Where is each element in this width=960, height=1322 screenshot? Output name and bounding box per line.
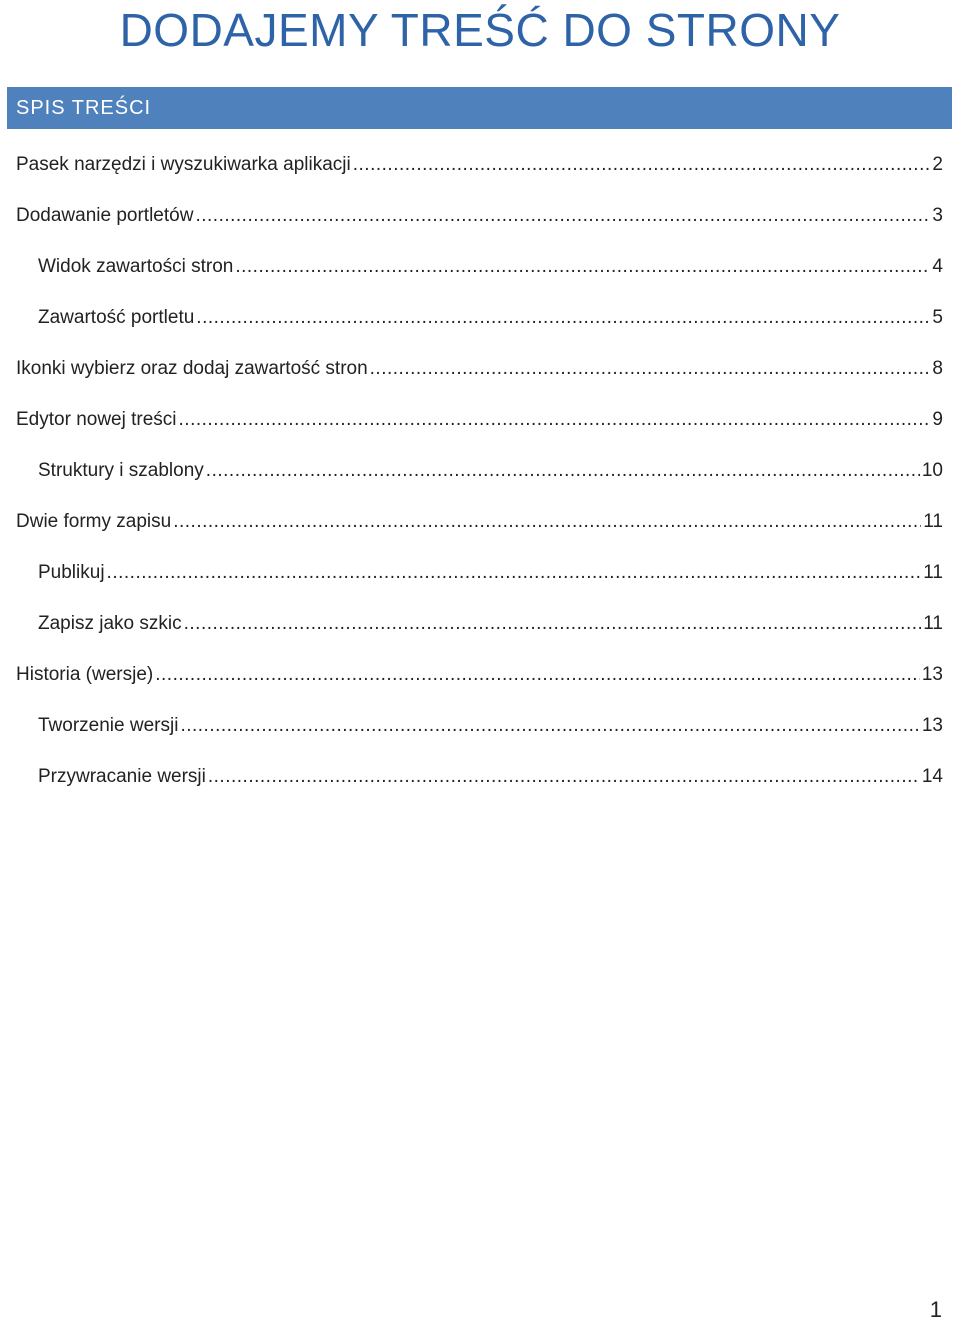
toc-page-number: 10 [921, 460, 943, 481]
toc-page-number: 4 [932, 256, 943, 277]
toc-page-number: 9 [932, 409, 943, 430]
toc-entry-title: Widok zawartości stron [38, 256, 234, 277]
toc-dot-leader [235, 252, 930, 282]
toc-heading: SPIS TREŚCI [7, 87, 952, 129]
toc-entry[interactable] [16, 609, 943, 660]
toc-entry-title: Zawartość portletu [38, 307, 195, 328]
toc-entry[interactable] [16, 405, 943, 456]
page-number: 1 [929, 1297, 942, 1322]
toc-dot-leader [155, 660, 920, 690]
table-of-contents [16, 150, 943, 813]
toc-page-number: 11 [923, 562, 943, 583]
toc-dot-leader [180, 711, 919, 741]
toc-entry-title: Dodawanie portletów [16, 205, 194, 226]
toc-entry[interactable] [16, 456, 943, 507]
toc-entry-title: Zapisz jako szkic [38, 613, 182, 634]
toc-page-number: 13 [921, 664, 943, 685]
toc-page-number: 14 [921, 766, 943, 787]
toc-entry-title: Publikuj [38, 562, 105, 583]
toc-dot-leader [353, 150, 931, 180]
toc-dot-leader [208, 762, 920, 792]
toc-dot-leader [206, 456, 920, 486]
document-title: DODAJEMY TREŚĆ DO STRONY [119, 4, 841, 56]
toc-entry[interactable] [16, 150, 943, 201]
toc-entry[interactable] [16, 252, 943, 303]
toc-entry-title: Przywracanie wersji [38, 766, 206, 787]
toc-entry[interactable] [16, 507, 943, 558]
toc-dot-leader [173, 507, 921, 537]
toc-entry-title: Ikonki wybierz oraz dodaj zawartość stron [16, 358, 368, 379]
toc-entry[interactable] [16, 762, 943, 813]
toc-page-number: 8 [932, 358, 943, 379]
toc-entry[interactable] [16, 558, 943, 609]
toc-dot-leader [370, 354, 931, 384]
toc-entry-title: Edytor nowej treści [16, 409, 177, 430]
toc-entry[interactable] [16, 354, 943, 405]
toc-page-number: 11 [923, 511, 943, 532]
toc-entry[interactable] [16, 711, 943, 762]
toc-entry-title: Struktury i szablony [38, 460, 204, 481]
toc-dot-leader [195, 201, 930, 231]
toc-page-number: 3 [932, 205, 943, 226]
toc-entry-title: Dwie formy zapisu [16, 511, 172, 532]
toc-page-number: 5 [932, 307, 943, 328]
toc-entry[interactable] [16, 201, 943, 252]
toc-entry[interactable] [16, 303, 943, 354]
toc-page-number: 11 [923, 613, 943, 634]
toc-entry-title: Tworzenie wersji [38, 715, 179, 736]
toc-entry-title: Pasek narzędzi i wyszukiwarka aplikacji [16, 154, 351, 175]
toc-entry[interactable] [16, 660, 943, 711]
toc-page-number: 2 [932, 154, 943, 175]
toc-entry-title: Historia (wersje) [16, 664, 154, 685]
toc-dot-leader [107, 558, 922, 588]
toc-dot-leader [196, 303, 930, 333]
toc-page-number: 13 [921, 715, 943, 736]
toc-dot-leader [179, 405, 931, 435]
toc-dot-leader [184, 609, 922, 639]
